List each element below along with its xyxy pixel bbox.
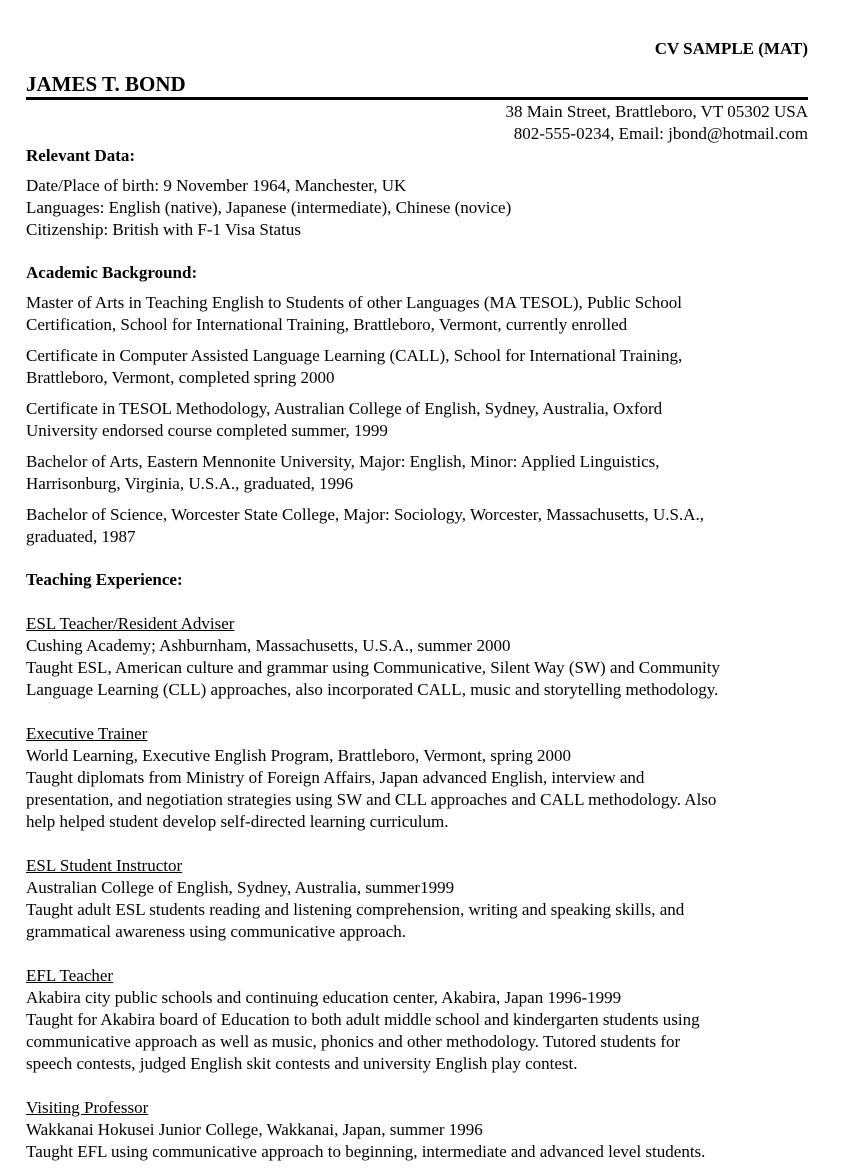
job-line: Taught EFL using communicative approach to beginning, intermediate and advanced level students. [26, 1142, 706, 1161]
job-line: Taught for Akabira board of Education to both adult middle school and kindergarten students using [26, 1010, 700, 1029]
job-title: Visiting Professor [26, 1098, 149, 1117]
section-relevant-data [26, 145, 808, 241]
job-title: ESL Student Instructor [26, 856, 183, 875]
job-line: Wakkanai Hokusei Junior College, Wakkanai, Japan, summer 1996 [26, 1120, 483, 1139]
relevant-line: Citizenship: British with F-1 Visa Status [26, 220, 301, 239]
degree-line: Certificate in Computer Assisted Language Learning (CALL), School for International Training, [26, 346, 683, 365]
degree-line: Bachelor of Science, Worcester State College, Major: Sociology, Worcester, Massachusetts, U.S.A., [26, 505, 704, 524]
degree-entry [26, 504, 808, 548]
job-line: presentation, and negotiation strategies using SW and CLL approaches and CALL methodology. Also [26, 790, 717, 809]
section-title: Academic Background: [26, 263, 198, 282]
job-title: EFL Teacher [26, 966, 114, 985]
job-line: help helped student develop self-directed learning curriculum. [26, 812, 449, 831]
cv-content [26, 145, 808, 1163]
job-line: communicative approach as well as music, phonics and other methodology. Tutored students for [26, 1032, 681, 1051]
job-entry [26, 613, 808, 701]
job-entry [26, 855, 808, 943]
job-title: Executive Trainer [26, 724, 148, 743]
section-teaching-experience [26, 569, 808, 1163]
job-line: Akabira city public schools and continuing education center, Akabira, Japan 1996-1999 [26, 988, 622, 1007]
degree-line: Brattleboro, Vermont, completed spring 2000 [26, 368, 335, 387]
job-line: grammatical awareness using communicative approach. [26, 922, 406, 941]
section-title: Teaching Experience: [26, 570, 183, 589]
job-entry [26, 965, 808, 1075]
contact-block [505, 101, 808, 145]
job-line: Language Learning (CLL) approaches, also incorporated CALL, music and storytelling methodology. [26, 680, 719, 699]
degree-line: University endorsed course completed summer, 1999 [26, 421, 388, 440]
degree-entry [26, 292, 808, 336]
degree-line: Master of Arts in Teaching English to Students of other Languages (MA TESOL), Public School [26, 293, 682, 312]
candidate-name: JAMES T. BOND [26, 72, 186, 96]
degree-line: graduated, 1987 [26, 527, 136, 546]
job-line: speech contests, judged English skit contests and university English play contest. [26, 1054, 578, 1073]
job-line: Australian College of English, Sydney, Australia, summer1999 [26, 878, 455, 897]
relevant-line: Languages: English (native), Japanese (intermediate), Chinese (novice) [26, 198, 512, 217]
degree-line: Certificate in TESOL Methodology, Australian College of English, Sydney, Australia, Oxford [26, 399, 663, 418]
section-title: Relevant Data: [26, 146, 136, 165]
document-label: CV SAMPLE (MAT) [654, 39, 808, 58]
job-line: Taught diplomats from Ministry of Foreign Affairs, Japan advanced English, interview and [26, 768, 645, 787]
degree-line: Bachelor of Arts, Eastern Mennonite University, Major: English, Minor: Applied Linguistics, [26, 452, 660, 471]
address-line: 38 Main Street, Brattleboro, VT 05302 USA [505, 102, 808, 121]
job-line: Taught adult ESL students reading and listening comprehension, writing and speaking skills, and [26, 900, 685, 919]
degree-line: Harrisonburg, Virginia, U.S.A., graduated, 1996 [26, 474, 354, 493]
job-entry [26, 1097, 808, 1163]
job-title: ESL Teacher/Resident Adviser [26, 614, 235, 633]
job-entry [26, 723, 808, 833]
section-academic-background [26, 262, 808, 548]
degree-line: Certification, School for International Training, Brattleboro, Vermont, currently enrolled [26, 315, 628, 334]
degree-entry [26, 398, 808, 442]
job-line: Cushing Academy; Ashburnham, Massachusetts, U.S.A., summer 2000 [26, 636, 511, 655]
header-divider [26, 97, 808, 100]
degree-entry [26, 451, 808, 495]
degree-entry [26, 345, 808, 389]
job-line: Taught ESL, American culture and grammar using Communicative, Silent Way (SW) and Community [26, 658, 720, 677]
contact-line: 802-555-0234, Email: jbond@hotmail.com [513, 124, 808, 143]
relevant-line: Date/Place of birth: 9 November 1964, Manchester, UK [26, 176, 407, 195]
job-line: World Learning, Executive English Program, Brattleboro, Vermont, spring 2000 [26, 746, 572, 765]
